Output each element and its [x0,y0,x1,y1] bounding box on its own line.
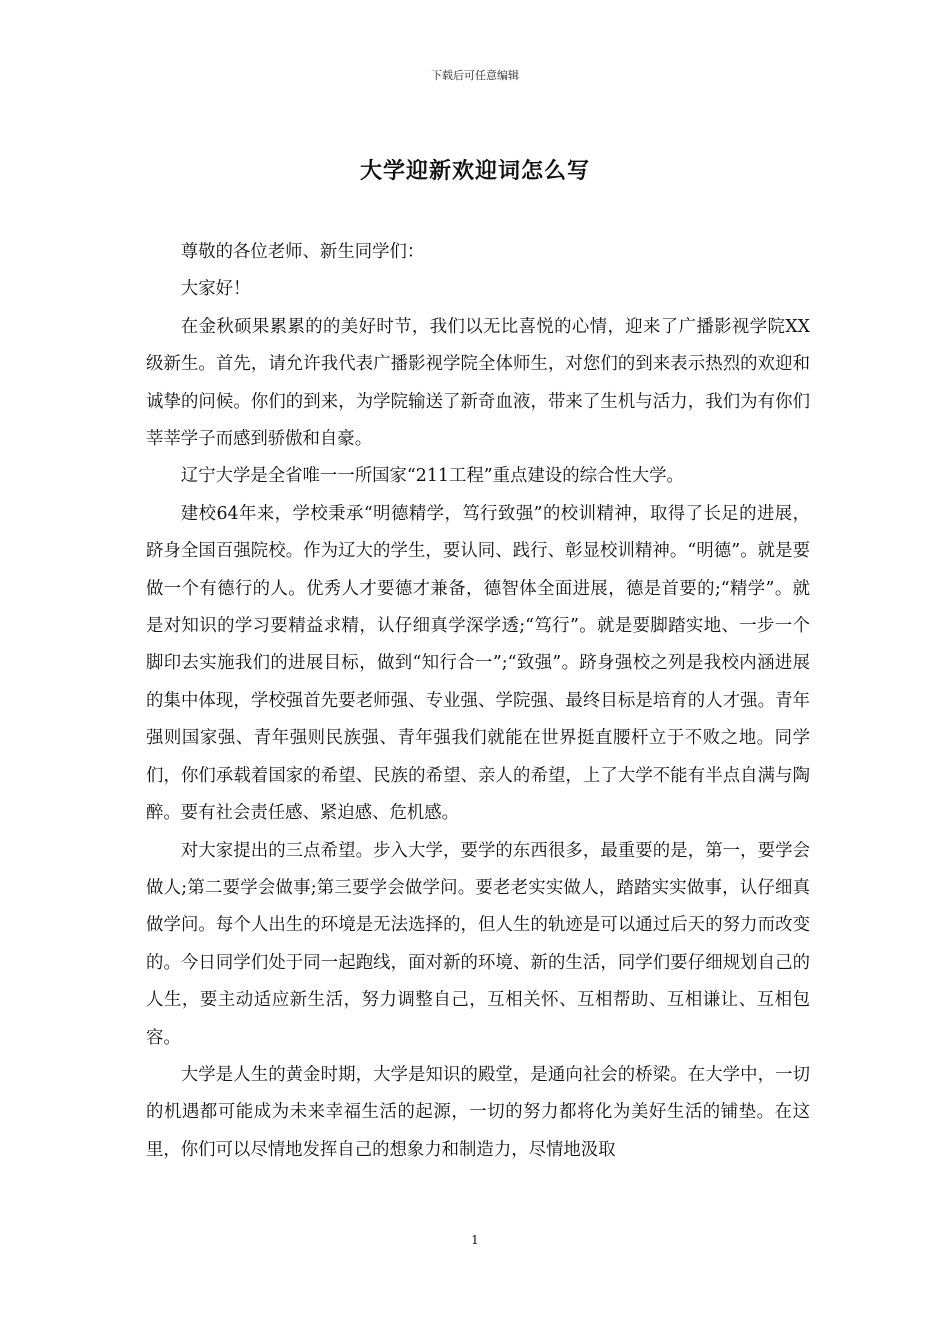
paragraph: 辽宁大学是全省唯一一所国家“211工程”重点建设的综合性大学。 [180,466,684,487]
paragraph: 建校64年来，学校秉承“明德精学，笃行致强”的校训精神，取得了长足的进展，跻身全国百强院校。作为辽大的学生，要认同、践行、彰显校训精神。“明德”。就是要做一个有德行的人。优秀人才要德才兼备，德智体全面进展，德是首要的;“精学”。就是对知识的学习要精益求精，认仔细真学深学透;“笃行”。就是要脚踏实地、一步一个脚印去实施我们的进展目标，做到“知行合一”;“致强”。跻身强校之列是我校内涵进展的集中体现，学校强首先要老师强、专业强、学院强、最终目标是培育的人才强。青年强则国家强、青年强则民族强、青年强我们就能在世界挺直腰杆立于不败之地。同学们，你们承载着国家的希望、民族的希望、亲人的希望，上了大学不能有半点自满与陶醉。要有社会责任感、紧迫感、危机感。 [146,503,810,824]
header-note: 下载后可任意编辑 [431,69,519,82]
greeting: 大家好！ [180,279,251,300]
salutation: 尊敬的各位老师、新生同学们： [180,242,425,262]
paragraph: 大学是人生的黄金时期，大学是知识的殿堂，是通向社会的桥梁。在大学中，一切的机遇都可能成为未来幸福生活的起源，一切的努力都将化为美好生活的铺垫。在这里，你们可以尽情地发挥自己的想象力和制造力，尽情地汲取 [146,1064,810,1160]
document-body [146,234,810,1169]
paragraph: 在金秋硕果累累的的美好时节，我们以无比喜悦的心情，迎来了广播影视学院XX级新生。首先，请允许我代表广播影视学院全体师生，对您们的到来表示热烈的欢迎和诚挚的问候。你们的到来，为学院输送了新奇血液，带来了生机与活力，我们为有你们莘莘学子而感到骄傲和自豪。 [146,316,810,450]
page-number: 1 [471,1233,479,1247]
document-title: 大学迎新欢迎词怎么写 [359,158,590,184]
paragraph: 对大家提出的三点希望。步入大学，要学的东西很多，最重要的是，第一，要学会做人;第二要学会做事;第三要学会做学问。要老老实实做人，踏踏实实做事，认仔细真做学问。每个人出生的环境是无法选择的，但人生的轨迹是可以通过后天的努力而改变的。今日同学们处于同一起跑线，面对新的环境、新的生活，同学们要仔细规划自己的人生，要主动适应新生活，努力调整自己，互相关怀、互相帮助、互相谦让、互相包容。 [146,840,810,1048]
